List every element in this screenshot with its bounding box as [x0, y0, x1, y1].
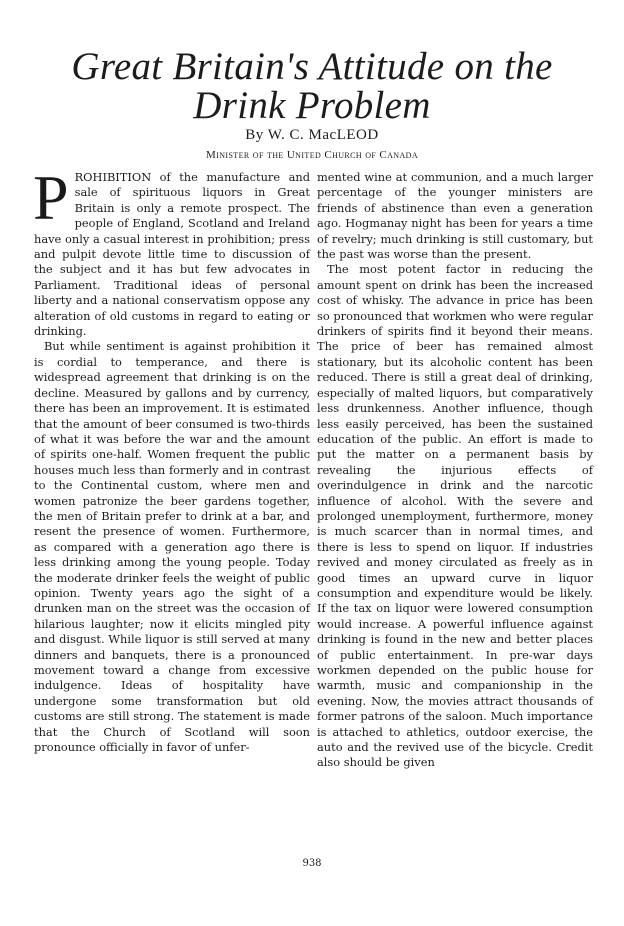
paragraph-1 [33, 162, 310, 339]
byline: By W. C. MacLEOD [245, 127, 379, 143]
author-title: Minister of the United Church of Canada [205, 149, 419, 161]
left-column [33, 162, 310, 755]
article-title-line-1: Great Britain's Attitude on the [71, 45, 553, 88]
paragraph-1-text: ROHIBITION of the manufacture and sale of spirituous liquors in Great Britain is only a remote prospect. The people of England, Scotland and Ireland have only a casual interest in prohibition; press and pulpit devote little time to discussion of the subject and it has but few advocates in Parliament. Traditional ideas of personal liberty and a national conservatism oppose any alteration of old customs in regard to eating or drinking. [34, 170, 310, 339]
drop-cap: P [33, 162, 69, 233]
right-column [317, 170, 593, 771]
article-title-line-2: Drink Problem [193, 84, 431, 127]
page-number: 938 [302, 858, 322, 869]
paragraph-3: The most potent factor in reducing the amount spent on drink has been the increased cost of whisky. The advance in price has been so pronounced that workmen who were regular drinkers of spirits find it beyond their means. The price of beer has remained almost stationary, but its alcoholic content has been reduced. There is still a great deal of drinking, especially of malted liquors, but comparatively less drunkenness. Another influence, though less easily perceived, has been the sustained education of the public. An effort is made to put the matter on a permanent basis by revealing the injurious effects of overindulgence in drink and the narcotic influence of alcohol. With the severe and prolonged unemployment, furthermore, money is much scarcer than in normal times, and there is less to spend on liquor. If industries revived and money circulated as freely as in good times an upward curve in liquor consumption and expenditure would be likely. If the tax on liquor were lowered consumption would increase. A powerful influence against drinking is found in the new and better places of public entertainment. In pre-war days workmen depended on the public house for warmth, music and companionship in the evening. Now, the movies attract thousands of former patrons of the saloon. Much importance is attached to athletics, outdoor exercise, the auto and the revived use of the bicycle. Credit also should be given [317, 262, 593, 770]
paragraph-2-part-1: But while sentiment is against prohibition it is cordial to temperance, and there is widespread agreement that drinking is on the decline. Measured by gallons and by currency, there has been an improvement. It is estimated that the amount of beer consumed is two-thirds of what it was before the war and the amount of spirits one-half. Women frequent the public houses much less than formerly and in contrast to the Continental custom, where men and women patronize the beer gardens together, the men of Britain prefer to drink at a bar, and resent the presence of women. Furthermore, as compared with a generation ago there is less drinking among the young people. Today the moderate drinker feels the weight of public opinion. Twenty years ago the sight of a drunken man on the street was the occasion of hilarious laughter; now it elicits mingled pity and disgust. While liquor is still served at many dinners and banquets, there is a pronounced movement toward a change from excessive indulgence. Ideas of hospitality have undergone some transformation but old customs are still strong. The statement is made that the Church of Scotland will soon pronounce officially in favor of unfer- [34, 339, 310, 755]
paragraph-2-part-2: mented wine at communion, and a much larger percentage of the younger ministers are friends of abstinence than even a generation ago. Hogmanay night has been for years a time of revelry; much drinking is still customary, but the past was worse than the present. [317, 170, 593, 262]
